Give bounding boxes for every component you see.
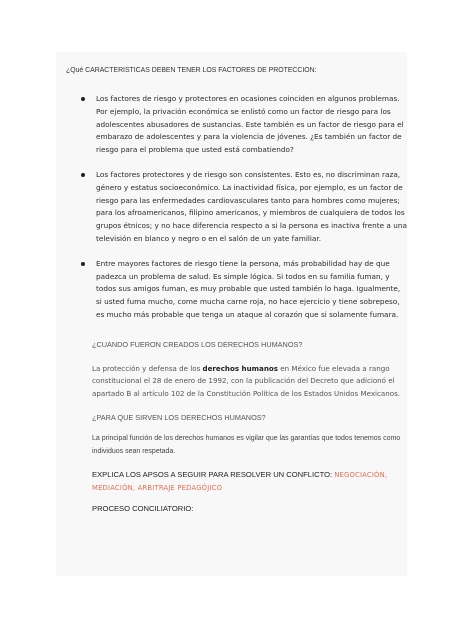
bullet-text: Entre mayores factores de riesgo tiene la persona, más probabilidad hay de que padezca un problema de salud. Es simple lógica. Si todos en su familia fuman, y todos sus amigos fuman, es muy probable que usted también lo haga. Igualmente, si usted fuma mucho, come mucha carne roja, no hace ejercicio y tiene sobrepeso, es mucho más probable que tenga un ataque al corazón que si solamente fumara. — [96, 258, 401, 319]
explica-text: EXPLICA LOS APSOS A SEGUIR PARA RESOLVER UN CONFLICTO: — [92, 470, 335, 480]
paragraph-derechos-humanos — [92, 363, 408, 401]
conflict-methods-highlight: NEGOCIACIÓN, MEDIACIÓN, ARBITRAJE PEDAGÓJICO — [92, 471, 388, 492]
document-content — [66, 66, 408, 514]
heading-para-que-sirven: ¿PARA QUE SIRVEN LOS DERECHOS HUMANOS? — [92, 413, 266, 423]
bullet-item — [66, 93, 408, 157]
bullet-dot-icon — [81, 173, 85, 177]
heading-cuando-creados: ¿CUANDO FUERON CREADOS LOS DERECHOS HUMANOS? — [92, 339, 303, 349]
bullet-item — [66, 258, 408, 322]
proceso-conciliatorio: PROCESO CONCILIATORIO: — [92, 504, 194, 514]
derechos-text-before: La protección y defensa de los — [92, 363, 203, 373]
derechos-section — [66, 340, 408, 515]
explica-conflicto — [92, 469, 408, 494]
factors-bullet-list — [66, 93, 408, 322]
bullet-text: Los factores protectores y de riesgo son consistentes. Esto es, no discriminan raza, género y estatus socioeconómico. La inactividad física, por ejemplo, es un factor de riesgo para las enfermedades cardiovasculares tanto para hombres como mujeres; para los afroamericanos, filipino americanos, y miembros de cualquiera de todos los grupos étnicos; y no hace diferencia respecto a si la persona es inactiva frente a una televisión en blanco y negro o en el salón de un yate familiar. — [96, 169, 407, 243]
derechos-humanos-bold: derechos humanos — [202, 363, 278, 373]
paragraph-funcion: La principal función de los derechos humanos es vigilar que las garantías que todos tenemos como individuos sean respetada. — [92, 435, 401, 455]
bullet-item — [66, 169, 408, 246]
question-factores-proteccion: ¿Qué CARACTERISTICAS DEBEN TENER LOS FACTORES DE PROTECCION: — [66, 67, 317, 74]
bullet-dot-icon — [81, 262, 85, 266]
bullet-dot-icon — [81, 97, 85, 101]
bullet-text: Los factores de riesgo y protectores en ocasiones coinciden en algunos problemas. Por ejemplo, la privación económica se enlistó como un factor de riesgo para los adolescentes abusadores de sustancias. Este también es un factor de riesgo para el embarazo de adolescentes y para la violencia de jóvenes. ¿Es también un factor de riesgo para el problema que usted está combatiendo? — [96, 94, 404, 155]
derechos-text-after: en México fue elevada a rango constitucional el 28 de enero de 1992, con la publicación del Decreto que adicionó el apartado B al artículo 102 de la Constitución Política de los Estados Unidos Mexicanos. — [92, 363, 401, 398]
